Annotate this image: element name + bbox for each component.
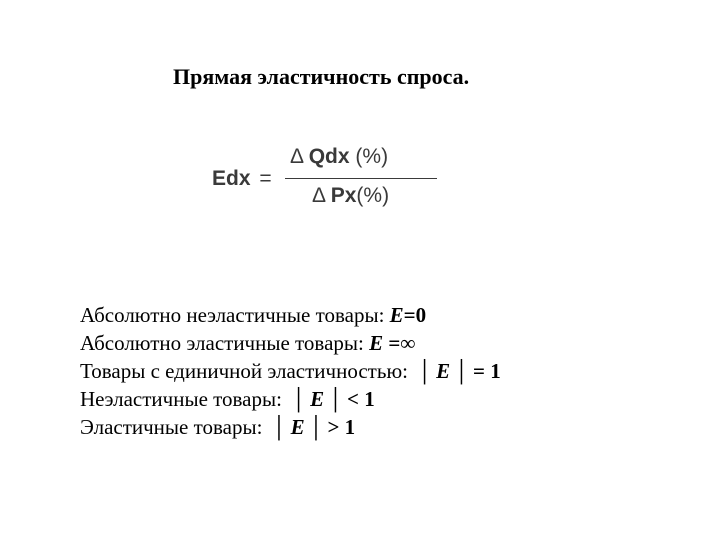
line-var: E [310, 387, 325, 411]
line-var: E [369, 331, 384, 355]
denominator-unit: (%) [356, 184, 390, 207]
line-label: Неэластичные товары: [80, 387, 282, 411]
line-var: E [389, 303, 404, 327]
line-relation: < 1 [347, 387, 375, 411]
line-relation: > 1 [327, 415, 356, 439]
abs-bar-left: │ [271, 415, 287, 439]
line-label: Абсолютно неэластичные товары: [80, 303, 385, 327]
delta-symbol: Δ [290, 145, 303, 168]
abs-bar-right: │ [308, 415, 324, 439]
line-label: Абсолютно эластичные товары: [80, 331, 364, 355]
denominator-var: Px [330, 184, 357, 207]
list-item-elastic [80, 413, 501, 441]
formula-lhs-var: Edx [212, 167, 251, 190]
page-title: Прямая эластичность спроса. [173, 64, 470, 89]
elasticity-types-list [80, 301, 501, 441]
numerator-unit: (%) [355, 145, 389, 168]
line-relation: =∞ [388, 331, 416, 355]
line-label: Товары с единичной эластичностью: [80, 359, 408, 383]
fraction-line [285, 178, 437, 179]
formula-equals-sign: = [259, 167, 272, 190]
elasticity-formula [212, 142, 452, 216]
line-relation: =0 [403, 303, 427, 327]
list-item-perfectly-elastic [80, 329, 501, 357]
list-item-perfectly-inelastic [80, 301, 501, 329]
abs-bar-right: │ [328, 387, 343, 411]
numerator-var: Qdx [308, 145, 350, 168]
line-var: E [290, 415, 305, 439]
formula-denominator [312, 184, 389, 208]
abs-bar-right: │ [454, 359, 470, 383]
formula-numerator [290, 145, 388, 169]
line-var: E [436, 359, 451, 383]
line-label: Эластичные товары: [80, 415, 263, 439]
list-item-unit-elastic [80, 357, 501, 385]
list-item-inelastic [80, 385, 501, 413]
line-relation: = 1 [473, 359, 501, 383]
formula-lhs [212, 167, 272, 191]
abs-bar-left: │ [291, 387, 307, 411]
abs-bar-left: │ [417, 359, 433, 383]
delta-symbol: Δ [312, 184, 325, 207]
